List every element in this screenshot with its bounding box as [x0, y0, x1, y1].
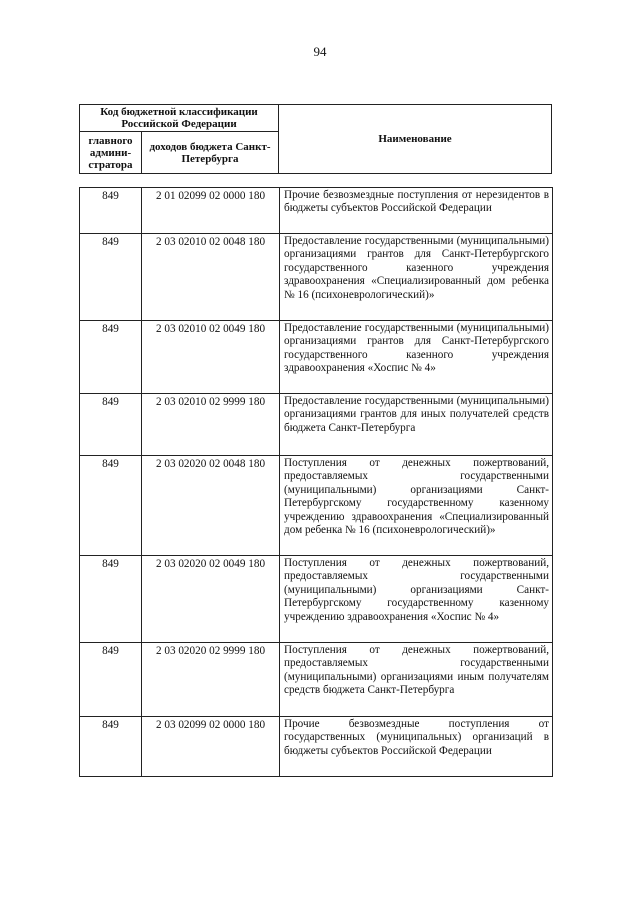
name-cell: Поступления от денежных пожертвований, предоставляемых государственными (муниципальными) организациями Санкт-Петербургскому государственному казенному учреждению здравоохранения «Хоспис № 4» [280, 556, 553, 643]
table-row [80, 394, 553, 456]
table-row [80, 717, 553, 777]
name-cell: Прочие безвозмездные поступления от нерезидентов в бюджеты субъектов Российской Федерации [280, 188, 553, 234]
name-cell: Предоставление государственными (муниципальными) организациями грантов для Санкт-Петербургского государственного казенного учреждения здравоохранения «Специализированный дом ребенка № 16 (психоневрологический)» [280, 234, 553, 321]
admin-code-cell: 849 [80, 456, 142, 556]
classification-table [79, 187, 553, 777]
header-group-title: Код бюджетной классификации Российской Федерации [80, 105, 279, 132]
budget-code-cell: 2 03 02020 02 9999 180 [142, 643, 280, 717]
table-row [80, 234, 553, 321]
table-row [80, 188, 553, 234]
table-row [80, 556, 553, 643]
budget-code-cell: 2 01 02099 02 0000 180 [142, 188, 280, 234]
header-income-column: доходов бюджета Санкт-Петербурга [142, 132, 279, 174]
budget-code-cell: 2 03 02099 02 0000 180 [142, 717, 280, 777]
budget-code-cell: 2 03 02010 02 0048 180 [142, 234, 280, 321]
name-cell: Поступления от денежных пожертвований, предоставляемых государственными (муниципальными) организациями Санкт-Петербургскому государственному казенному учреждению здравоохранения «Специализированный дом ребенка № 16 (психоневрологический)» [280, 456, 553, 556]
name-cell: Предоставление государственными (муниципальными) организациями грантов для Санкт-Петербургского государственного казенного учреждения здравоохранения «Хоспис № 4» [280, 321, 553, 394]
budget-code-cell: 2 03 02020 02 0048 180 [142, 456, 280, 556]
admin-code-cell: 849 [80, 321, 142, 394]
header-name-column: Наименование [279, 105, 552, 174]
table-header [79, 104, 552, 174]
budget-code-cell: 2 03 02020 02 0049 180 [142, 556, 280, 643]
admin-code-cell: 849 [80, 717, 142, 777]
header-admin-column: главного админи-стратора [80, 132, 142, 174]
name-cell: Поступления от денежных пожертвований, предоставляемых государственными (муниципальными) организациями иным получателям средств бюджета Санкт-Петербурга [280, 643, 553, 717]
table-row [80, 456, 553, 556]
admin-code-cell: 849 [80, 556, 142, 643]
admin-code-cell: 849 [80, 234, 142, 321]
name-cell: Прочие безвозмездные поступления от государственных (муниципальных) организаций в бюджеты субъектов Российской Федерации [280, 717, 553, 777]
budget-code-cell: 2 03 02010 02 9999 180 [142, 394, 280, 456]
table-row [80, 643, 553, 717]
admin-code-cell: 849 [80, 643, 142, 717]
page-number: 94 [313, 44, 327, 59]
name-cell: Предоставление государственными (муниципальными) организациями грантов для иных получателей средств бюджета Санкт-Петербурга [280, 394, 553, 456]
budget-code-cell: 2 03 02010 02 0049 180 [142, 321, 280, 394]
table-row [80, 321, 553, 394]
admin-code-cell: 849 [80, 188, 142, 234]
admin-code-cell: 849 [80, 394, 142, 456]
